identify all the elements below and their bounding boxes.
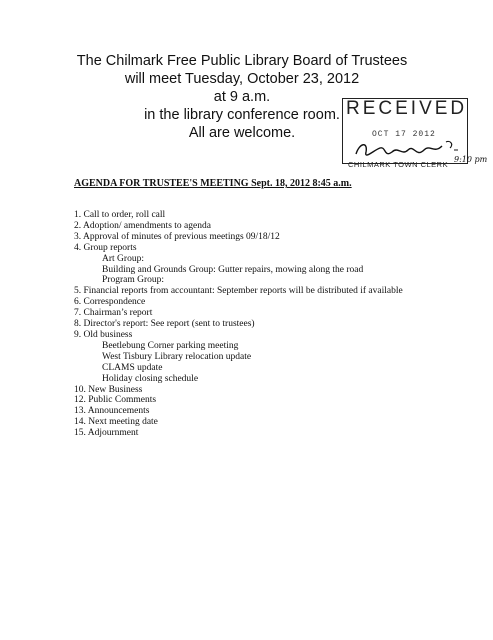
agenda-item: 2. Adoption/ amendments to agenda: [74, 220, 211, 231]
agenda-item: 15. Adjournment: [74, 428, 139, 439]
agenda-item: 7. Chairman’s report: [74, 308, 153, 319]
received-stamp: [342, 98, 488, 172]
agenda-item: 1. Call to order, roll call: [74, 210, 166, 220]
agenda-item: 3. Approval of minutes of previous meetings 09/18/12: [74, 231, 280, 242]
agenda-subitem: West Tisbury Library relocation update: [102, 351, 252, 362]
agenda-subitem: Beetlebung Corner parking meeting: [102, 340, 239, 351]
agenda-item: 12. Public Comments: [74, 395, 157, 406]
agenda-item: 6. Correspondence: [74, 297, 146, 308]
agenda-item: 14. Next meeting date: [74, 417, 158, 428]
stamp-office: CHILMARK TOWN CLERK: [348, 160, 449, 169]
notice-line: in the library conference room.: [144, 107, 340, 123]
agenda-subitem: Holiday closing schedule: [102, 373, 199, 384]
agenda-item: 8. Director's report: See report (sent to trustees): [74, 319, 255, 330]
stamp-received-text: RECEIVED: [346, 98, 468, 119]
signature-time: 9:10 pm: [454, 155, 488, 164]
agenda-item: 4. Group reports: [74, 242, 137, 253]
agenda-item: 5. Financial reports from accountant: September reports will be distributed if available: [74, 286, 403, 297]
agenda-list: [74, 210, 403, 439]
agenda-item: 13. Announcements: [74, 406, 150, 417]
notice-line: The Chilmark Free Public Library Board of Trustees: [76, 53, 408, 69]
agenda-item: 10. New Business: [74, 384, 143, 395]
agenda-heading: AGENDA FOR TRUSTEE'S MEETING Sept. 18, 2012 8:45 a.m.: [74, 178, 352, 189]
agenda-subitem: Art Group:: [102, 253, 144, 264]
notice-line: will meet Tuesday, October 23, 2012: [124, 71, 360, 87]
notice-line: All are welcome.: [188, 125, 296, 141]
agenda-subitem: Program Group:: [102, 275, 165, 286]
stamp-date: OCT 17 2012: [372, 130, 436, 139]
agenda-subitem: Building and Grounds Group: Gutter repairs, mowing along the road: [102, 264, 364, 275]
agenda-subitem: CLAMS update: [102, 362, 163, 373]
agenda-item: 9. Old business: [74, 329, 133, 340]
notice-line: at 9 a.m.: [213, 89, 271, 105]
